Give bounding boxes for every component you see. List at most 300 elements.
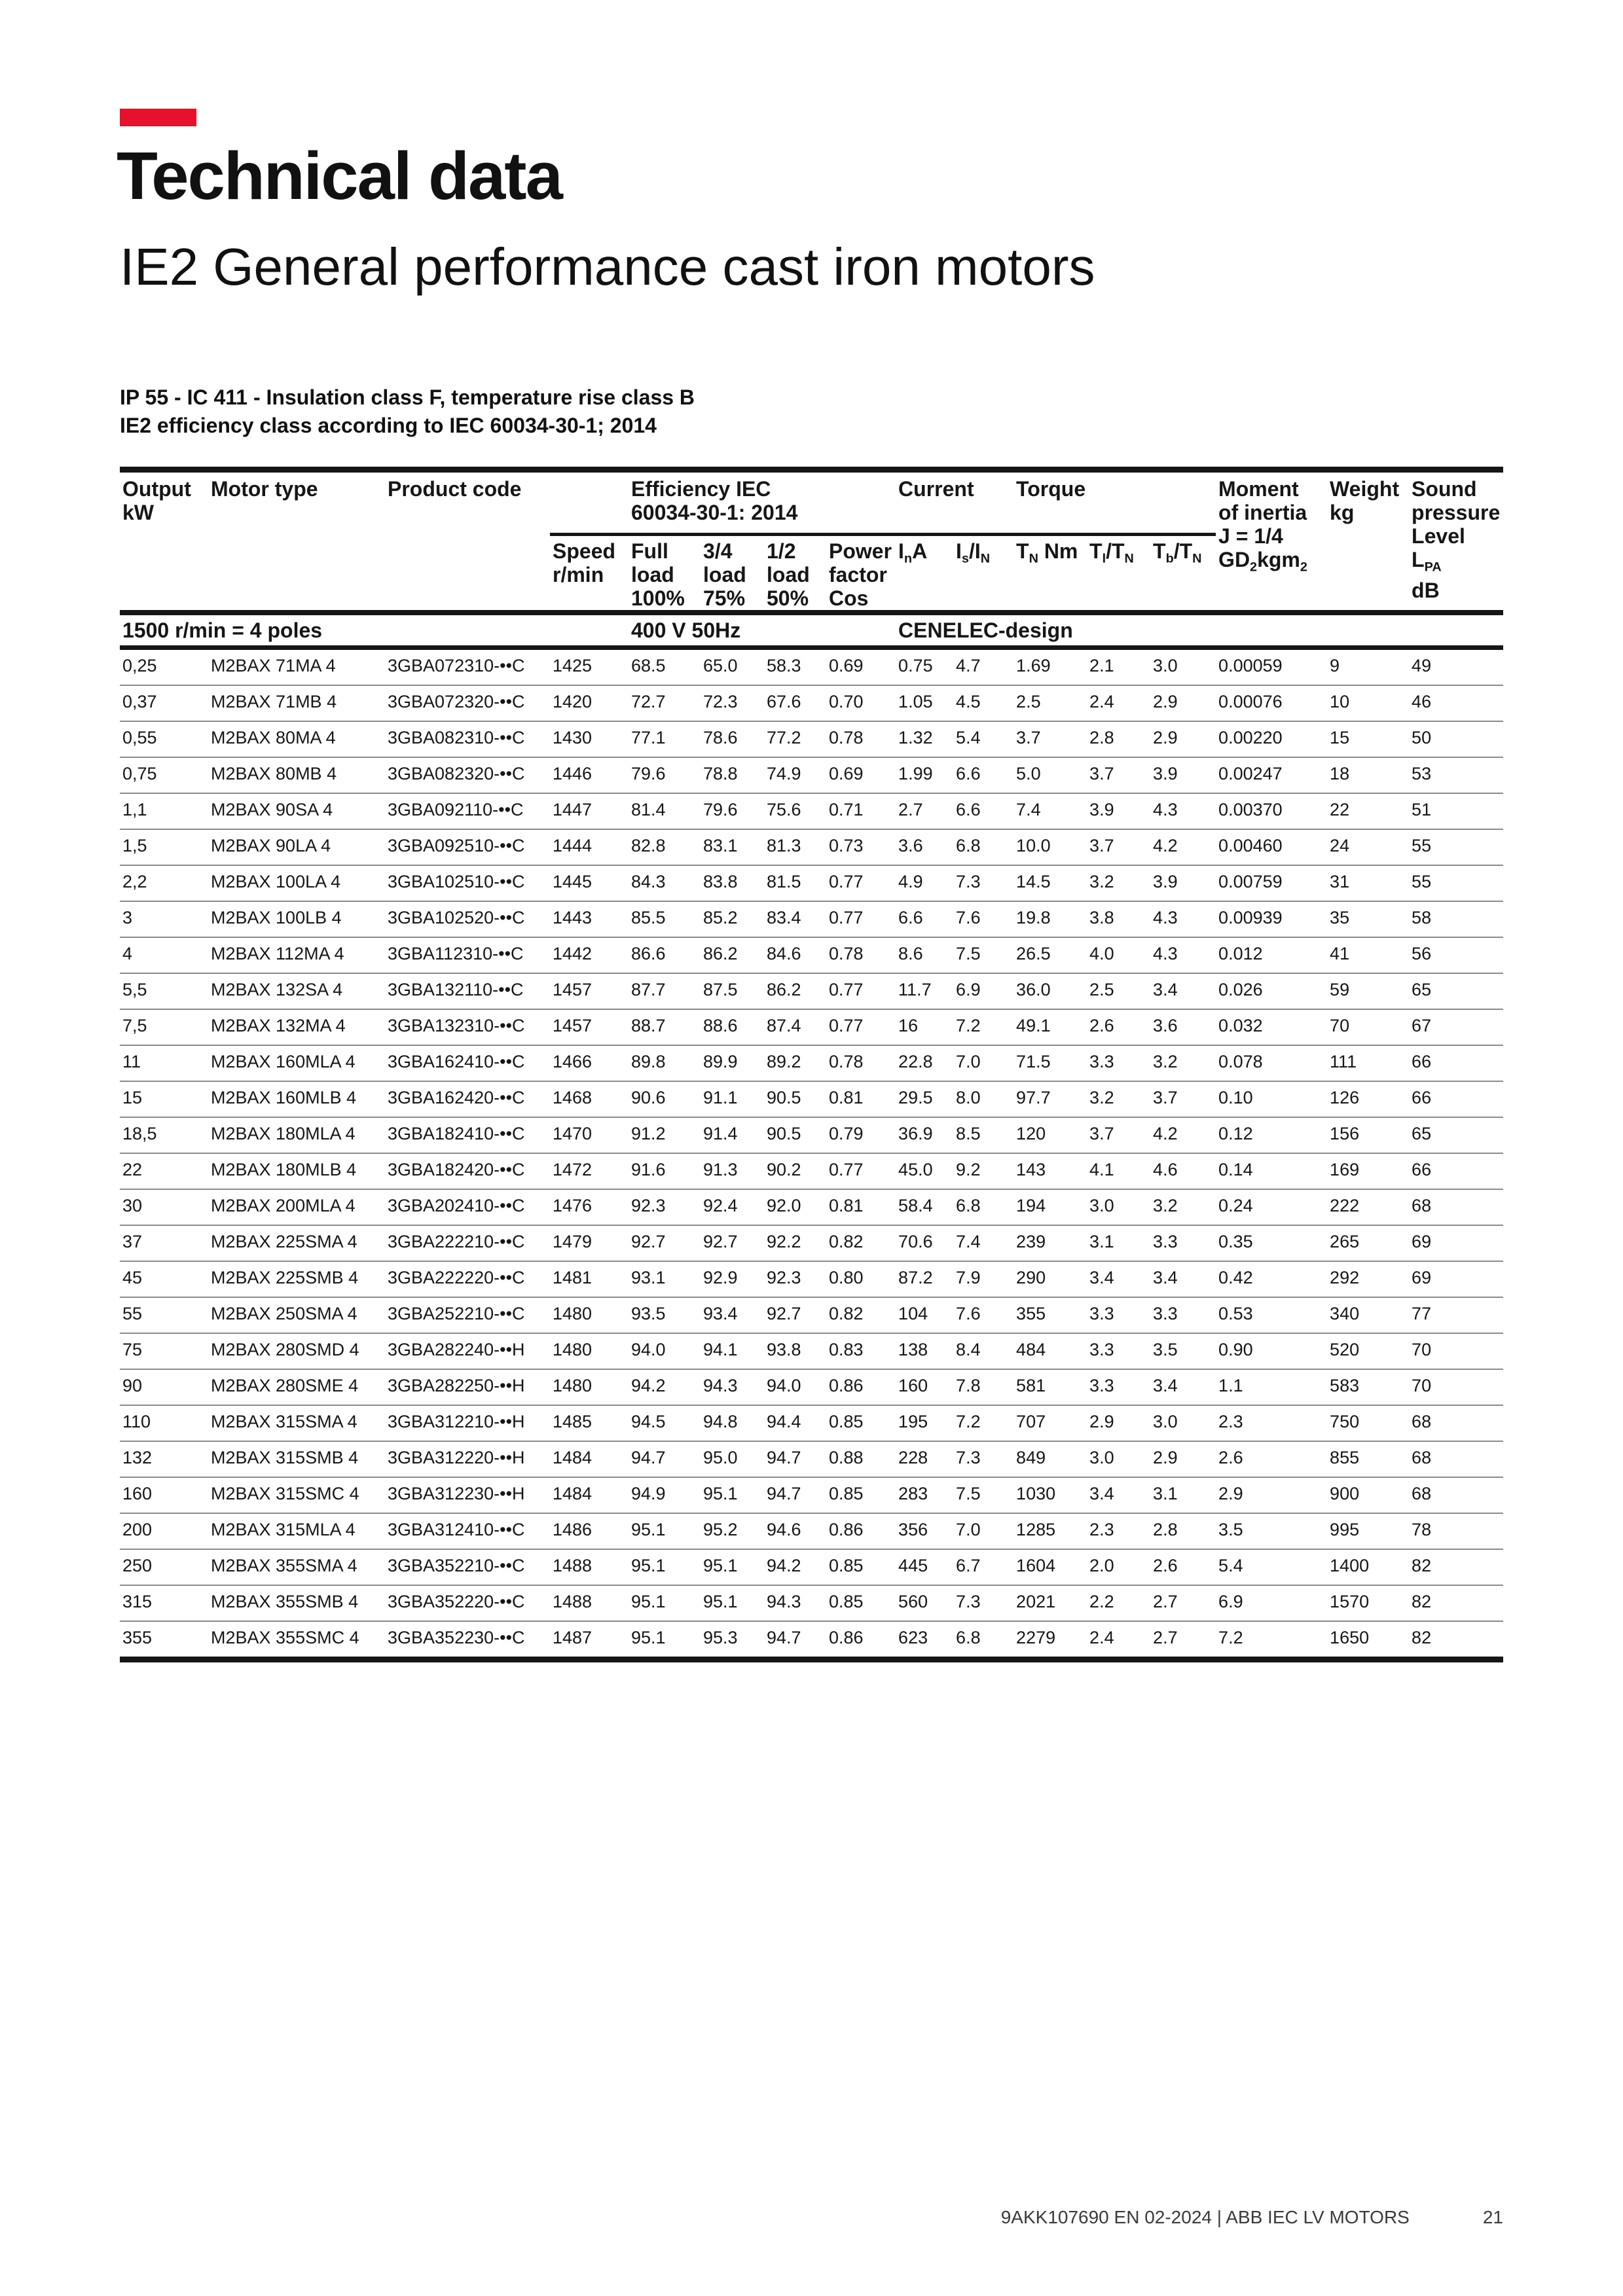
cell-motor-type: M2BAX 315SMA 4 [208, 1405, 385, 1441]
cell-torque-tb-tn: 3.6 [1150, 1009, 1216, 1045]
cell-eff-1-2-load: 81.5 [764, 865, 826, 901]
cell-power-factor: 0.85 [826, 1405, 896, 1441]
col-header-output [120, 470, 208, 613]
cell-current-in: 29.5 [896, 1081, 953, 1117]
cell-product-code: 3GBA182420-••C [385, 1153, 550, 1189]
cell-sound-pressure: 46 [1409, 685, 1503, 721]
cell-motor-type: M2BAX 315SMB 4 [208, 1441, 385, 1477]
cell-product-code: 3GBA102520-••C [385, 901, 550, 937]
cell-motor-type: M2BAX 112MA 4 [208, 937, 385, 973]
cell-speed-rpm: 1447 [550, 793, 629, 829]
cell-weight-kg: 520 [1327, 1333, 1409, 1369]
cell-speed-rpm: 1485 [550, 1405, 629, 1441]
cell-current-is-in: 6.6 [953, 793, 1013, 829]
subscript: N [1124, 551, 1134, 566]
cell-torque-tl-tn: 2.3 [1087, 1513, 1150, 1549]
cell-motor-type: M2BAX 250SMA 4 [208, 1297, 385, 1333]
cell-speed-rpm: 1480 [550, 1333, 629, 1369]
cell-moment-of-inertia: 0.078 [1216, 1045, 1327, 1081]
table-row [120, 1297, 1503, 1333]
cell-eff-3-4-load: 72.3 [701, 685, 764, 721]
subscript: N [1192, 551, 1202, 566]
cell-eff-1-2-load: 94.6 [764, 1513, 826, 1549]
band-speed-label: 1500 r/min = 4 poles [120, 613, 629, 648]
table-row [120, 1225, 1503, 1261]
header-line: Cos [829, 586, 869, 610]
cell-product-code: 3GBA352220-••C [385, 1585, 550, 1621]
cell-weight-kg: 855 [1327, 1441, 1409, 1477]
col-header-speed [550, 535, 629, 613]
header-line: of inertia [1218, 501, 1307, 524]
cell-current-is-in: 7.5 [953, 937, 1013, 973]
cell-product-code: 3GBA162420-••C [385, 1081, 550, 1117]
cell-weight-kg: 35 [1327, 901, 1409, 937]
subscript: n [903, 551, 913, 566]
cell-current-is-in: 4.7 [956, 656, 981, 675]
cell-product-code: 3GBA222220-••C [385, 1261, 550, 1297]
header-line: load [703, 563, 746, 586]
cell-sound-pressure: 65 [1409, 1117, 1503, 1153]
cell-torque-tl-tn: 2.6 [1087, 1009, 1150, 1045]
cell-weight-kg: 222 [1327, 1189, 1409, 1225]
cell-sound-pressure: 53 [1409, 757, 1503, 793]
cell-current-is-in: 6.8 [953, 829, 1013, 865]
cell-output-kw: 90 [120, 1369, 208, 1405]
cell-torque-tb-tn: 2.9 [1150, 721, 1216, 757]
cell-torque-tb-tn: 4.6 [1150, 1153, 1216, 1189]
cell-current-is-in: 6.9 [953, 973, 1013, 1009]
cell-motor-type: M2BAX 225SMA 4 [208, 1225, 385, 1261]
cell-current-in: 138 [896, 1333, 953, 1369]
cell-eff-3-4-load: 94.3 [701, 1369, 764, 1405]
cell-product-code: 3GBA092510-••C [385, 829, 550, 865]
cell-eff-1-2-load: 92.7 [764, 1297, 826, 1333]
cell-weight-kg: 583 [1327, 1369, 1409, 1405]
cell-product-code: 3GBA252210-••C [385, 1297, 550, 1333]
cell-current-in: 445 [896, 1549, 953, 1585]
cell-current-is-in: 8.0 [953, 1081, 1013, 1117]
intro-block [120, 384, 695, 440]
table-row [120, 1369, 1503, 1405]
header-line: Weight [1330, 477, 1400, 501]
cell-eff-3-4-load: 78.8 [701, 757, 764, 793]
header-line: load [631, 563, 674, 586]
cell-torque-tb-tn: 3.5 [1150, 1333, 1216, 1369]
cell-speed-rpm: 1430 [550, 721, 629, 757]
cell-torque-tn: 3.7 [1013, 721, 1087, 757]
cell-output-kw: 3 [120, 901, 208, 937]
header-line: kg [1330, 501, 1355, 524]
cell-current-is-in: 8.5 [953, 1117, 1013, 1153]
cell-current-is-in: 7.6 [953, 1297, 1013, 1333]
header-line: 75% [703, 586, 746, 610]
table-header [120, 470, 1503, 613]
cell-torque-tb-tn: 4.3 [1150, 793, 1216, 829]
cell-speed-rpm: 1481 [550, 1261, 629, 1297]
text: Nm [1038, 539, 1078, 563]
cell-output-kw: 0,75 [120, 757, 208, 793]
text: A [912, 539, 928, 563]
cell-output-kw: 11 [120, 1045, 208, 1081]
cell-torque-tb-tn: 3.3 [1150, 1297, 1216, 1333]
cell-torque-tl-tn: 3.8 [1087, 901, 1150, 937]
cell-weight-kg: 995 [1327, 1513, 1409, 1549]
table-row [120, 865, 1503, 901]
col-header-tn-nm [1013, 535, 1087, 613]
band-design-label: CENELEC-design [896, 613, 1503, 648]
cell-product-code: 3GBA162410-••C [385, 1045, 550, 1081]
cell-sound-pressure: 66 [1409, 1153, 1503, 1189]
cell-torque-tb-tn: 3.0 [1150, 1405, 1216, 1441]
page-title: Technical data [117, 138, 562, 213]
cell-current-in: 2.7 [896, 793, 953, 829]
cell-eff-full-load: 87.7 [629, 973, 701, 1009]
intro-line-2: IE2 efficiency class according to IEC 60034-30-1; 2014 [120, 414, 657, 437]
cell-speed-rpm: 1457 [550, 1009, 629, 1045]
cell-moment-of-inertia: 3.5 [1216, 1513, 1327, 1549]
cell-torque-tl-tn: 2.5 [1087, 973, 1150, 1009]
cell-sound-pressure: 70 [1409, 1369, 1503, 1405]
cell-torque-tl-tn: 3.4 [1087, 1261, 1150, 1297]
cell-product-code: 3GBA112310-••C [385, 937, 550, 973]
cell-current-is-in: 7.9 [953, 1261, 1013, 1297]
cell-product-code: 3GBA092110-••C [385, 793, 550, 829]
cell-eff-full-load: 91.2 [629, 1117, 701, 1153]
cell-power-factor: 0.77 [826, 901, 896, 937]
cell-eff-3-4-load: 85.2 [701, 901, 764, 937]
cell-torque-tn: 1285 [1013, 1513, 1087, 1549]
cell-product-code: 3GBA132310-••C [385, 1009, 550, 1045]
cell-torque-tb-tn: 3.2 [1150, 1189, 1216, 1225]
cell-eff-3-4-load: 83.8 [701, 865, 764, 901]
cell-sound-pressure: 58 [1409, 901, 1503, 937]
cell-torque-tl-tn: 4.1 [1087, 1153, 1150, 1189]
table-row [120, 1585, 1503, 1621]
cell-torque-tl-tn: 3.7 [1087, 1117, 1150, 1153]
cell-torque-tl-tn: 2.0 [1087, 1549, 1150, 1585]
table-row [120, 1009, 1503, 1045]
table-row [120, 1477, 1503, 1513]
cell-eff-full-load: 95.1 [629, 1621, 701, 1660]
table-row [120, 793, 1503, 829]
cell-current-is-in: 6.6 [953, 757, 1013, 793]
cell-moment-of-inertia: 0.12 [1216, 1117, 1327, 1153]
cell-sound-pressure: 67 [1409, 1009, 1503, 1045]
cell-eff-3-4-load: 91.4 [701, 1117, 764, 1153]
cell-eff-1-2-load: 67.6 [764, 685, 826, 721]
col-header-1-2-load [764, 535, 826, 613]
cell-speed-rpm: 1487 [550, 1621, 629, 1660]
cell-torque-tb-tn: 4.2 [1150, 1117, 1216, 1153]
cell-torque-tn: 7.4 [1013, 793, 1087, 829]
cell-current-in: 623 [896, 1621, 953, 1660]
cell-weight-kg: 900 [1327, 1477, 1409, 1513]
table-row [120, 685, 1503, 721]
footer-page-number: 21 [1482, 2207, 1503, 2227]
cell-output-kw: 37 [120, 1225, 208, 1261]
cell-power-factor: 0.77 [826, 1009, 896, 1045]
cell-eff-full-load: 95.1 [629, 1513, 701, 1549]
cell-current-in: 356 [896, 1513, 953, 1549]
cell-sound-pressure: 66 [1409, 1081, 1503, 1117]
cell-power-factor: 0.69 [826, 757, 896, 793]
cell-current-is-in: 7.0 [953, 1513, 1013, 1549]
cell-current-is-in: 7.4 [953, 1225, 1013, 1261]
header-line [1412, 524, 1499, 579]
cell-speed-rpm: 1488 [550, 1585, 629, 1621]
cell-torque-tn: 2.5 [1013, 685, 1087, 721]
cell-speed-rpm: 1445 [550, 865, 629, 901]
cell-output-kw: 1,1 [120, 793, 208, 829]
table-row [120, 721, 1503, 757]
col-header-3-4-load [701, 535, 764, 613]
table-wrapper [120, 467, 1503, 1662]
col-header-is-in [953, 535, 1013, 613]
cell-moment-of-inertia: 0.35 [1216, 1225, 1327, 1261]
col-header-tb-tn [1150, 535, 1216, 613]
cell-moment-of-inertia: 0.24 [1216, 1189, 1327, 1225]
subscript: l [1102, 551, 1106, 566]
cell-output-kw: 0,37 [120, 685, 208, 721]
cell-speed-rpm: 1488 [550, 1549, 629, 1585]
cell-eff-1-2-load: 77.2 [764, 721, 826, 757]
cell-power-factor: 0.81 [826, 1081, 896, 1117]
cell-current-in: 0.75 [898, 656, 933, 675]
cell-current-in: 1.32 [896, 721, 953, 757]
cell-current-in: 4.9 [896, 865, 953, 901]
cell-moment-of-inertia: 0.00220 [1216, 721, 1327, 757]
cell-torque-tn: 2279 [1013, 1621, 1087, 1660]
text: T [1153, 539, 1166, 563]
cell-current-in: 11.7 [896, 973, 953, 1009]
cell-current-in: 8.6 [896, 937, 953, 973]
cell-current-is-in: 7.8 [953, 1369, 1013, 1405]
cell-torque-tb-tn: 2.9 [1150, 685, 1216, 721]
cell-sound-pressure: 82 [1409, 1621, 1503, 1660]
cell-motor-type: M2BAX 80MA 4 [208, 721, 385, 757]
cell-speed-rpm: 1468 [550, 1081, 629, 1117]
header-line: 50% [767, 586, 809, 610]
cell-weight-kg: 18 [1327, 757, 1409, 793]
cell-torque-tb-tn: 3.3 [1150, 1225, 1216, 1261]
cell-eff-1-2-load: 86.2 [764, 973, 826, 1009]
cell-weight-kg: 59 [1327, 973, 1409, 1009]
cell-torque-tn: 239 [1013, 1225, 1087, 1261]
cell-eff-full-load: 93.5 [629, 1297, 701, 1333]
header-line: Output [122, 477, 191, 501]
cell-sound-pressure: 49 [1412, 656, 1432, 675]
cell-torque-tn: 484 [1013, 1333, 1087, 1369]
cell-output-kw: 15 [120, 1081, 208, 1117]
cell-sound-pressure: 50 [1409, 721, 1503, 757]
cell-power-factor: 0.78 [826, 937, 896, 973]
col-header-tl-tn [1087, 535, 1150, 613]
cell-eff-3-4-load: 89.9 [701, 1045, 764, 1081]
text: /T [1173, 539, 1193, 563]
table-row [120, 1045, 1503, 1081]
cell-current-is-in: 7.3 [953, 865, 1013, 901]
header-line: Sound [1412, 477, 1477, 501]
cell-current-is-in: 7.3 [953, 1585, 1013, 1621]
cell-speed-rpm: 1480 [550, 1297, 629, 1333]
cell-power-factor: 0.78 [826, 1045, 896, 1081]
header-line: 3/4 [703, 539, 733, 563]
text: T [1089, 539, 1103, 563]
cell-eff-full-load: 72.7 [629, 685, 701, 721]
cell-torque-tb-tn: 4.2 [1150, 829, 1216, 865]
cell-eff-full-load: 88.7 [629, 1009, 701, 1045]
cell-sound-pressure: 68 [1409, 1189, 1503, 1225]
cell-current-is-in: 5.4 [953, 721, 1013, 757]
cell-current-in: 195 [896, 1405, 953, 1441]
cell-eff-3-4-load: 92.7 [701, 1225, 764, 1261]
page-footer [120, 2207, 1503, 2228]
cell-weight-kg: 9 [1330, 656, 1340, 675]
cell-torque-tn: 849 [1013, 1441, 1087, 1477]
cell-motor-type: M2BAX 355SMA 4 [208, 1549, 385, 1585]
intro-line-1: IP 55 - IC 411 - Insulation class F, temperature rise class B [120, 386, 695, 409]
cell-torque-tb-tn: 3.4 [1150, 1369, 1216, 1405]
table-body [120, 613, 1503, 1660]
cell-speed-rpm: 1420 [550, 685, 629, 721]
cell-moment-of-inertia: 0.032 [1216, 1009, 1327, 1045]
cell-product-code: 3GBA102510-••C [385, 865, 550, 901]
cell-moment-of-inertia: 0.012 [1216, 937, 1327, 973]
cell-eff-3-4-load: 87.5 [701, 973, 764, 1009]
cell-sound-pressure: 68 [1409, 1441, 1503, 1477]
header-line: Moment [1218, 477, 1299, 501]
cell-current-is-in: 8.4 [953, 1333, 1013, 1369]
cell-power-factor: 0.85 [826, 1585, 896, 1621]
cell-eff-full-load: 93.1 [629, 1261, 701, 1297]
cell-current-in: 36.9 [896, 1117, 953, 1153]
cell-torque-tn: 290 [1013, 1261, 1087, 1297]
cell-power-factor: 0.80 [826, 1261, 896, 1297]
cell-torque-tn: 2021 [1013, 1585, 1087, 1621]
cell-moment-of-inertia: 0.00460 [1216, 829, 1327, 865]
cell-motor-type: M2BAX 90LA 4 [208, 829, 385, 865]
cell-torque-tl-tn: 3.1 [1087, 1225, 1150, 1261]
cell-current-is-in: 7.2 [953, 1009, 1013, 1045]
cell-power-factor: 0.77 [826, 973, 896, 1009]
cell-motor-type: M2BAX 132SA 4 [208, 973, 385, 1009]
table-row [120, 1153, 1503, 1189]
cell-speed-rpm: 1484 [550, 1477, 629, 1513]
table-row [120, 901, 1503, 937]
cell-power-factor: 0.78 [826, 721, 896, 757]
cell-current-in: 45.0 [896, 1153, 953, 1189]
cell-sound-pressure: 78 [1409, 1513, 1503, 1549]
cell-output-kw: 250 [120, 1549, 208, 1585]
cell-sound-pressure: 65 [1409, 973, 1503, 1009]
cell-eff-3-4-load: 86.2 [701, 937, 764, 973]
cell-product-code: 3GBA132110-••C [385, 973, 550, 1009]
cell-weight-kg: 22 [1327, 793, 1409, 829]
cell-moment-of-inertia: 0.00939 [1216, 901, 1327, 937]
motor-data-table [120, 467, 1503, 1662]
cell-eff-3-4-load: 88.6 [701, 1009, 764, 1045]
text: I [956, 539, 962, 563]
cell-eff-full-load: 81.4 [629, 793, 701, 829]
cell-torque-tb-tn: 2.9 [1150, 1441, 1216, 1477]
cell-speed-rpm: 1484 [550, 1441, 629, 1477]
cell-eff-3-4-load: 92.9 [701, 1261, 764, 1297]
subscript: 2 [1250, 560, 1258, 575]
cell-torque-tn: 143 [1013, 1153, 1087, 1189]
footer-doc-ref: 9AKK107690 EN 02-2024 | ABB IEC LV MOTORS [1000, 2207, 1410, 2227]
header-line: Speed [553, 539, 616, 563]
table-row [120, 1621, 1503, 1660]
cell-eff-3-4-load: 95.0 [701, 1441, 764, 1477]
cell-eff-1-2-load: 90.5 [764, 1081, 826, 1117]
cell-motor-type: M2BAX 225SMB 4 [208, 1261, 385, 1297]
cell-torque-tb-tn: 3.2 [1150, 1045, 1216, 1081]
cell-eff-full-load: 94.5 [629, 1405, 701, 1441]
cell-current-in: 70.6 [896, 1225, 953, 1261]
cell-current-in: 160 [896, 1369, 953, 1405]
cell-eff-1-2-load: 92.2 [764, 1225, 826, 1261]
cell-eff-3-4-load: 91.3 [701, 1153, 764, 1189]
cell-eff-1-2-load: 92.3 [764, 1261, 826, 1297]
cell-eff-3-4-load: 94.8 [701, 1405, 764, 1441]
table-row [120, 1261, 1503, 1297]
cell-sound-pressure: 77 [1409, 1297, 1503, 1333]
cell-current-in: 1.99 [896, 757, 953, 793]
speed-spacer [550, 470, 629, 535]
cell-torque-tn: 26.5 [1013, 937, 1087, 973]
cell-weight-kg: 111 [1327, 1045, 1409, 1081]
cell-torque-tl-tn: 2.4 [1087, 685, 1150, 721]
cell-eff-1-2-load: 83.4 [764, 901, 826, 937]
cell-power-factor: 0.82 [826, 1225, 896, 1261]
text: /I [968, 539, 981, 563]
cell-eff-3-4-load: 95.3 [701, 1621, 764, 1660]
cell-torque-tn: 36.0 [1013, 973, 1087, 1009]
cell-sound-pressure: 82 [1409, 1549, 1503, 1585]
cell-output-kw: 75 [120, 1333, 208, 1369]
cell-output-kw: 1,5 [120, 829, 208, 865]
subscript: s [961, 551, 969, 566]
cell-speed-rpm: 1486 [550, 1513, 629, 1549]
cell-output-kw: 0,55 [120, 721, 208, 757]
cell-torque-tl-tn: 4.0 [1087, 937, 1150, 973]
cell-eff-full-load: 68.5 [631, 656, 666, 675]
group-header-torque: Torque [1013, 470, 1216, 535]
cell-torque-tl-tn: 3.2 [1087, 865, 1150, 901]
header-line: J = 1/4 [1218, 524, 1283, 548]
header-line: Efficiency IEC [631, 477, 771, 501]
cell-sound-pressure: 56 [1409, 937, 1503, 973]
cell-sound-pressure: 69 [1409, 1225, 1503, 1261]
cell-moment-of-inertia: 0.90 [1216, 1333, 1327, 1369]
cell-torque-tb-tn: 3.9 [1150, 757, 1216, 793]
table-row [120, 1513, 1503, 1549]
table-row [120, 937, 1503, 973]
cell-torque-tl-tn: 3.4 [1087, 1477, 1150, 1513]
cell-current-in: 1.05 [896, 685, 953, 721]
cell-power-factor: 0.81 [826, 1189, 896, 1225]
cell-eff-1-2-load: 92.0 [764, 1189, 826, 1225]
cell-eff-full-load: 95.1 [629, 1549, 701, 1585]
cell-eff-full-load: 95.1 [629, 1585, 701, 1621]
cell-motor-type: M2BAX 355SMC 4 [208, 1621, 385, 1660]
cell-eff-1-2-load: 90.5 [764, 1117, 826, 1153]
cell-eff-full-load: 86.6 [629, 937, 701, 973]
cell-weight-kg: 15 [1327, 721, 1409, 757]
cell-torque-tb-tn: 4.3 [1150, 937, 1216, 973]
cell-weight-kg: 1400 [1327, 1549, 1409, 1585]
cell-torque-tn: 97.7 [1013, 1081, 1087, 1117]
